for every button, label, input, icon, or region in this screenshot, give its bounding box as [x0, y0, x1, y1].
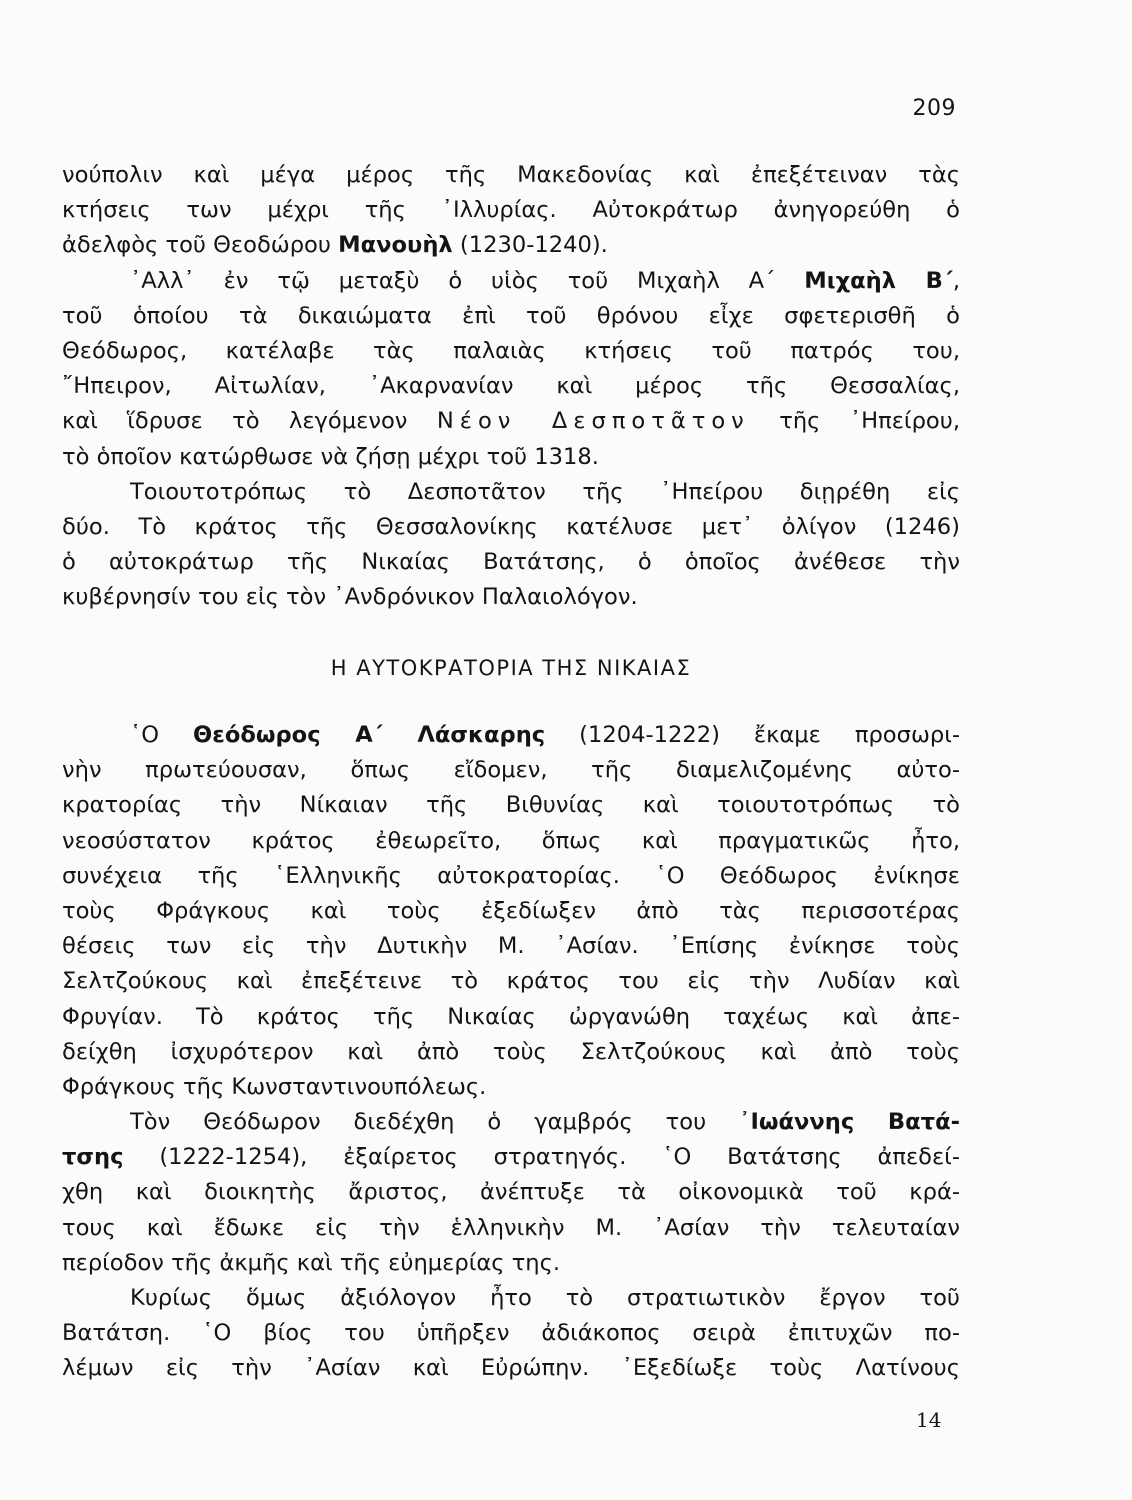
text-line: ὁ αὐτοκράτωρ τῆς Νικαίας Βατάτσης, ὁ ὁποῖος ἀνέθεσε τὴν — [62, 549, 960, 576]
text-line — [62, 1140, 960, 1175]
text-line: λέμων εἰς τὴν ᾿Ασίαν καὶ Εὐρώπην. ᾿Εξεδίωξε τοὺς Λατίνους — [62, 1355, 960, 1382]
text-line — [62, 264, 960, 299]
text-line: τοῦ ὁποίου τὰ δικαιώματα ἐπὶ τοῦ θρόνου εἶχε σφετερισθῆ ὁ — [62, 302, 960, 329]
text-line: Θεόδωρος, κατέλαβε τὰς παλαιὰς κτήσεις τοῦ πατρός του, — [62, 337, 960, 364]
text-line: κυβέρνησίν του εἰς τὸν ᾿Ανδρόνικον Παλαιολόγον. — [62, 584, 638, 611]
text-line: Τοιουτοτρόπως τὸ Δεσποτᾶτον τῆς ᾿Ηπείρου διῃρέθη εἰς — [130, 478, 960, 505]
name-michail-b: Μιχαὴλ Β΄ — [804, 267, 953, 294]
text-line: Φράγκους τῆς Κωνσταντινουπόλεως. — [62, 1073, 487, 1100]
spaced-term: Νέον Δεσποτᾶτον — [436, 408, 750, 435]
text-span: (1222-1254), ἐξαίρετος στρατηγός. ῾Ο Βατάτσης ἀπεδεί- — [123, 1144, 960, 1171]
name-theodoros-laskaris: Θεόδωρος Α΄ Λάσκαρης — [193, 722, 546, 748]
text-line: Κυρίως ὅμως ἀξιόλογον ἦτο τὸ στρατιωτικὸν ἔργον τοῦ — [130, 1285, 960, 1311]
text-span: ἀδελφὸς τοῦ Θεοδώρου — [62, 232, 339, 259]
text-line — [62, 228, 960, 263]
text-line: δύο. Τὸ κράτος τῆς Θεσσαλονίκης κατέλυσε μετ᾿ ὀλίγον (1246) — [62, 513, 960, 540]
text-line: Βατάτση. ῾Ο βίος του ὑπῆρξεν ἀδιάκοπος σειρὰ ἐπιτυχῶν πο- — [62, 1320, 960, 1347]
text-span: Τὸν Θεόδωρον διεδέχθη ὁ γαμβρός του — [130, 1109, 740, 1136]
text-line: περίοδον τῆς ἀκμῆς καὶ τῆς εὐημερίας της. — [62, 1249, 561, 1276]
text-line: συνέχεια τῆς ῾Ελληνικῆς αὐτοκρατορίας. ῾Ο Θεόδωρος ἐνίκησε — [62, 862, 960, 889]
text-line: τὸ ὁποῖον κατώρθωσε νὰ ζήσῃ μέχρι τοῦ 1318. — [62, 443, 599, 470]
text-line: νεοσύστατον κράτος ἐθεωρεῖτο, ὅπως καὶ πραγματικῶς ἦτο, — [62, 827, 960, 854]
text-line: τους καὶ ἔδωκε εἰς τὴν ἑλληνικὴν Μ. ᾿Ασίαν τὴν τελευταίαν — [62, 1214, 960, 1241]
text-block-2 — [62, 718, 960, 1387]
name-vatatzis-end: τσης — [62, 1144, 124, 1171]
text-span: ᾿Αλλ᾿ ἐν τῷ μεταξὺ ὁ υἱὸς τοῦ Μιχαὴλ Α΄ — [130, 267, 805, 294]
text-line: ῎Ηπειρον, Αἰτωλίαν, ᾿Ακαρνανίαν καὶ μέρος τῆς Θεσσαλίας, — [62, 373, 960, 400]
signature-mark: 14 — [916, 1408, 942, 1432]
text-line: χθη καὶ διοικητὴς ἄριστος, ἀνέπτυξε τὰ οἰκονομικὰ τοῦ κρά- — [62, 1179, 960, 1206]
text-span: (1230-1240). — [452, 232, 608, 259]
text-line: κτήσεις των μέχρι τῆς ᾿Ιλλυρίας. Αὐτοκράτωρ ἀνηγορεύθη ὁ — [62, 197, 960, 224]
section-heading: Η ΑΥΤΟΚΡΑΤΟΡΙΑ ΤΗΣ ΝΙΚΑΙΑΣ — [330, 656, 692, 680]
text-span: καὶ ἵδρυσε τὸ λεγόμενον — [62, 408, 437, 435]
text-line: νὴν πρωτεύουσαν, ὅπως εἴδομεν, τῆς διαμελιζομένης αὐτο- — [62, 757, 960, 784]
page-number: 209 — [912, 96, 956, 121]
text-line — [62, 404, 960, 439]
text-line — [62, 718, 960, 753]
text-line: δείχθη ἰσχυρότερον καὶ ἀπὸ τοὺς Σελτζούκους καὶ ἀπὸ τοὺς — [62, 1038, 960, 1065]
text-line: τοὺς Φράγκους καὶ τοὺς ἐξεδίωξεν ἀπὸ τὰς περισσοτέρας — [62, 897, 960, 924]
text-block-1 — [62, 158, 960, 615]
text-span: τῆς ᾿Ηπείρου, — [749, 408, 961, 435]
name-manouil: Μανουὴλ — [338, 232, 453, 259]
text-span: (1204-1222) ἔκαμε προσωρι- — [545, 722, 961, 748]
text-line: κρατορίας τὴν Νίκαιαν τῆς Βιθυνίας καὶ τοιουτοτρόπως τὸ — [62, 792, 960, 819]
text-line: Σελτζούκους καὶ ἐπεξέτεινε τὸ κράτος του εἰς τὴν Λυδίαν καὶ — [62, 968, 960, 995]
text-line: Φρυγίαν. Τὸ κράτος τῆς Νικαίας ὠργανώθη ταχέως καὶ ἀπε- — [62, 1003, 960, 1030]
text-span: , — [952, 267, 960, 294]
text-line: θέσεις των εἰς τὴν Δυτικὴν Μ. ᾿Ασίαν. ᾿Επίσης ἐνίκησε τοὺς — [62, 933, 960, 960]
text-line: νούπολιν καὶ μέγα μέρος τῆς Μακεδονίας καὶ ἐπεξέτειναν τὰς — [62, 162, 960, 188]
text-line — [62, 1105, 960, 1140]
text-span: ῾Ο — [130, 722, 194, 748]
name-ioannis-vatatzis: ᾿Ιωάννης Βατά- — [739, 1109, 960, 1136]
